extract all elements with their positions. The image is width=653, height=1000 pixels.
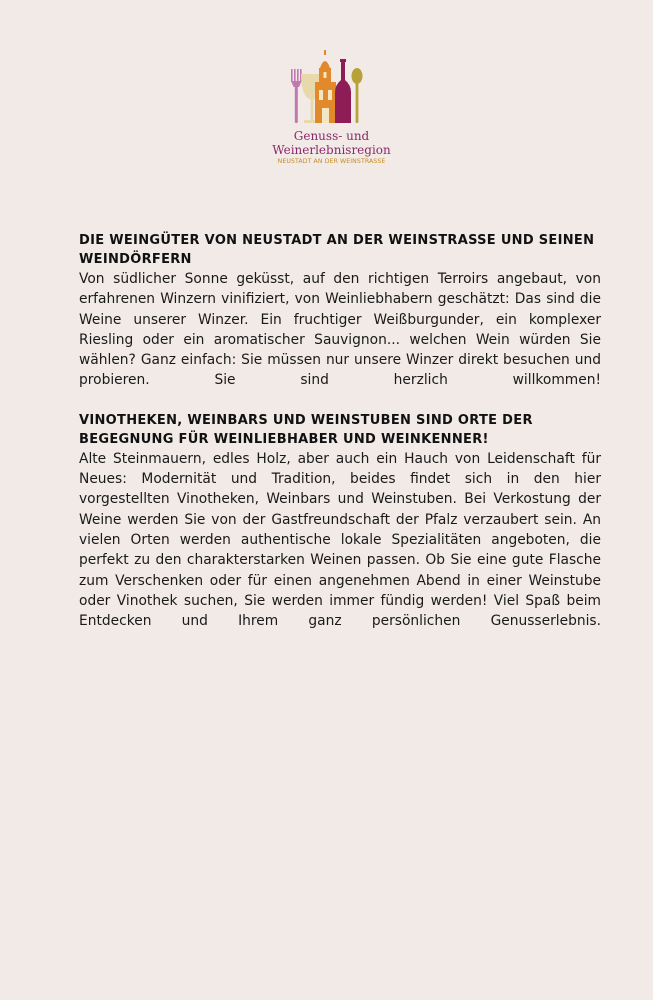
- wine-bottle-icon: [335, 59, 351, 123]
- logo-subtitle: NEUSTADT AN DER WEINSTRASSE: [277, 158, 386, 165]
- section-body: Alte Steinmauern, edles Holz, aber auch ein Hauch von Leidenschaft für Neues: Modernität und Tradition, beides findet sich in den hier vorgestellten Vinotheken, Weinbars und Weinstuben. Bei Verkostung der Weine werden Sie von der Gastfreundschaft der Pfalz verzaubert sein. An vielen Orten werden authentische lokale Spezialitäten angeboten, die perfekt zu den charakterstarken Weinen passen. Ob Sie eine gute Flasche zum Verschenken oder für einen angenehmen Abend in einer Weinstube oder Vinothek suchen, Sie werden immer fündig werden! Viel Spaß beim Entdecken und Ihrem ganz persönlichen Genusserlebnis.: [79, 450, 601, 630]
- fork-icon: [291, 69, 302, 123]
- logo-title-line1: Genuss- und: [293, 129, 370, 143]
- tower-icon: [315, 50, 336, 123]
- section-heading: DIE WEINGÜTER VON NEUSTADT AN DER WEINSTRASSE UND SEINEN WEINDÖRFERN: [79, 233, 595, 267]
- region-logo: [0, 42, 653, 165]
- article: [79, 231, 601, 631]
- section-weingueter: [79, 231, 601, 391]
- logo-icon: [287, 42, 367, 126]
- section-vinotheken: [79, 411, 601, 632]
- logo-title-line2: Weinerlebnisregion: [272, 143, 391, 157]
- section-body: Von südlicher Sonne geküsst, auf den richtigen Terroirs angebaut, von erfahrenen Winzern vinifiziert, von Weinliebhabern geschätzt: Das sind die Weine unserer Winzer. Ein fruchtiger Weißburgunder, ein komplexer Riesling oder ein aromatischer Sauvignon... welchen Wein würden Sie wählen? Ganz einfach: Sie müssen nur unsere Winzer direkt besuchen und probieren. Sie sind herzlich willkommen!: [79, 271, 601, 389]
- section-heading: VINOTHEKEN, WEINBARS UND WEINSTUBEN SIND ORTE DER BEGEGNUNG FÜR WEINLIEBHABER UND WEINKENNER!: [79, 412, 533, 447]
- spoon-icon: [351, 68, 362, 123]
